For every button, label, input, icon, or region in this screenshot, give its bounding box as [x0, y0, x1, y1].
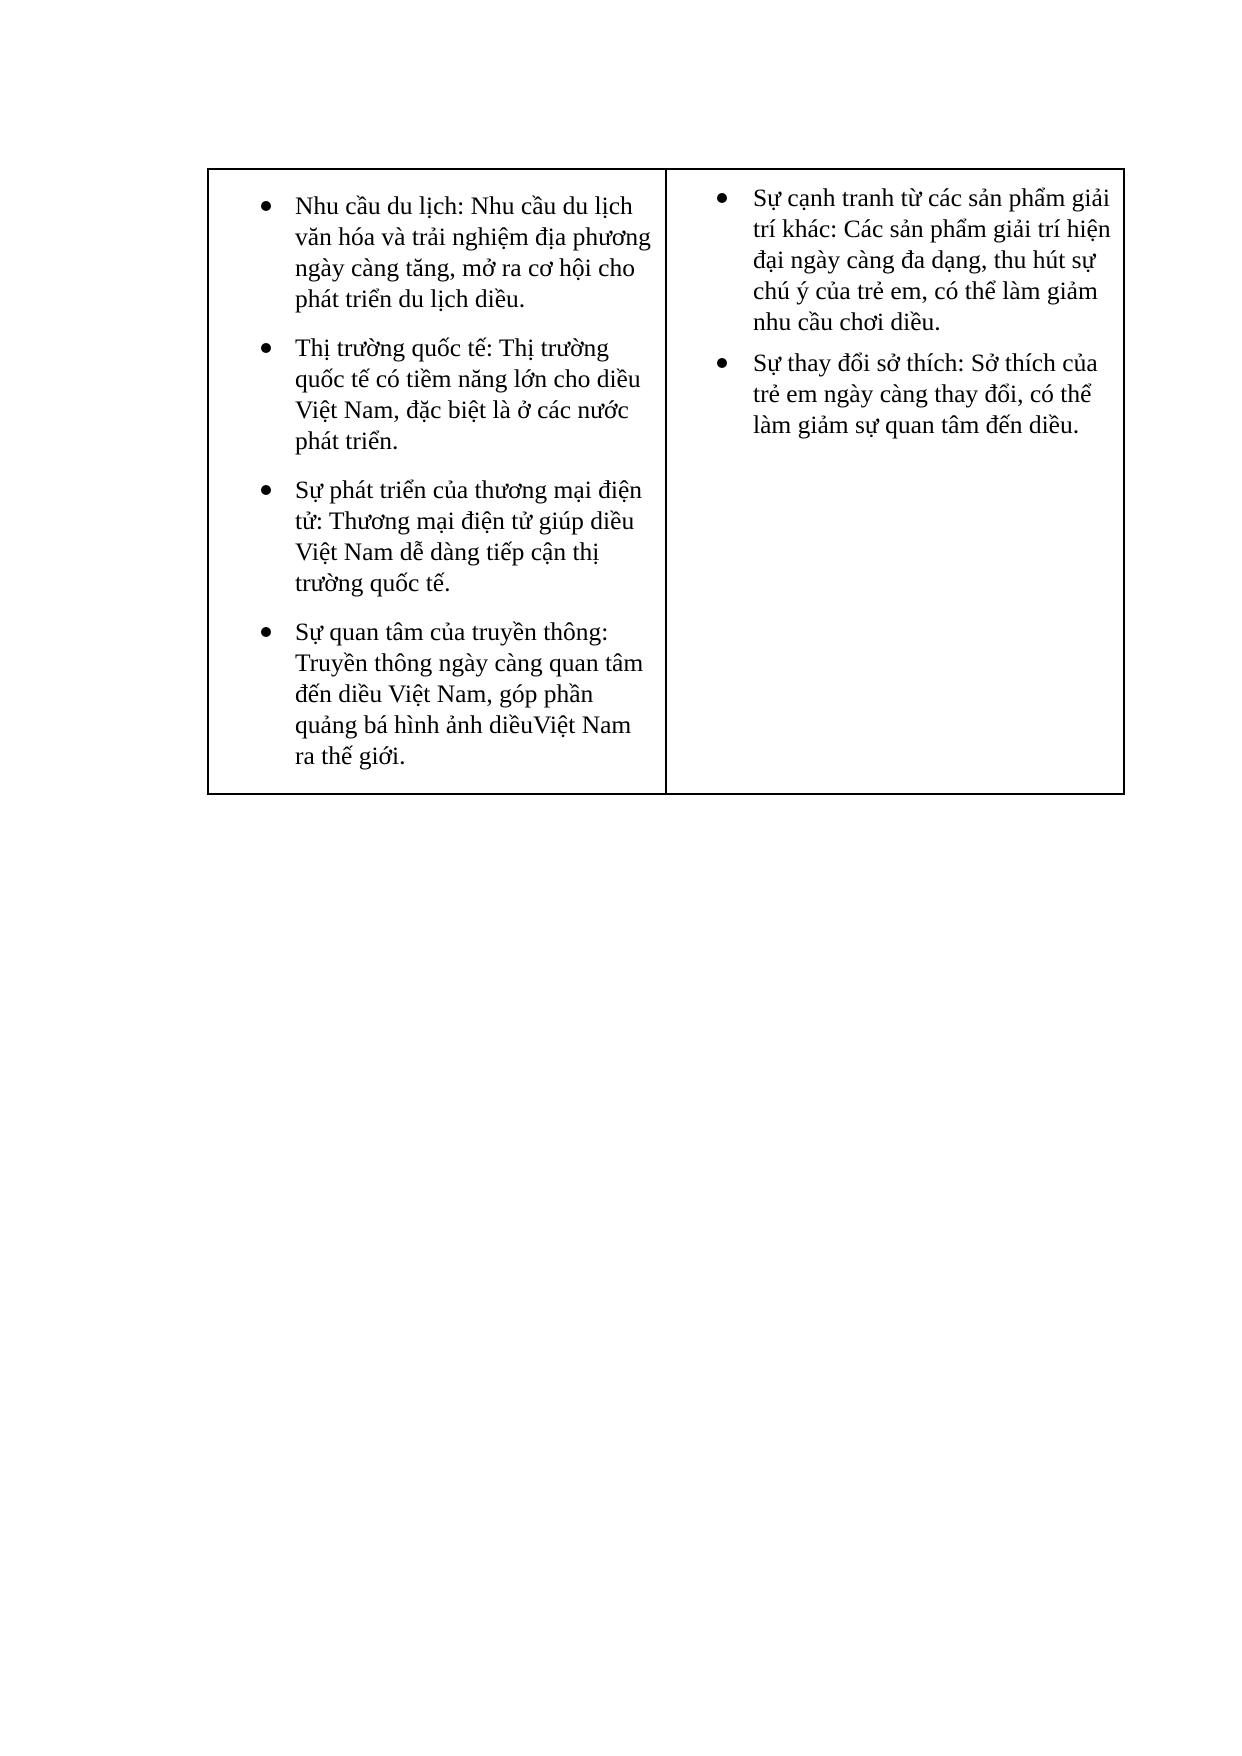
list-item — [667, 182, 1115, 337]
list-item — [209, 474, 655, 598]
list-item-text: Sự quan tâm của truyền thông: Truyền thông ngày càng quan tâm đến diều Việt Nam, góp phần quảng bá hình ảnh diềuViệt Nam ra thế giới. — [295, 617, 644, 770]
list-item-text: Sự thay đổi sở thích: Sở thích của trẻ em ngày càng thay đổi, có thể làm giảm sự quan tâm đến diều. — [753, 348, 1098, 439]
list-item-text: Thị trường quốc tế: Thị trường quốc tế có tiềm năng lớn cho diều Việt Nam, đặc biệt là ở các nước phát triển. — [295, 333, 641, 455]
list-item — [209, 332, 655, 456]
opportunities-threats-table — [207, 168, 1125, 795]
bullet-icon — [261, 485, 271, 495]
list-item — [209, 190, 655, 314]
opportunities-cell — [208, 169, 666, 794]
opportunities-list — [209, 170, 665, 793]
threats-list — [667, 170, 1123, 454]
bullet-icon — [261, 343, 271, 353]
table-row — [208, 169, 1124, 794]
threats-cell — [666, 169, 1124, 794]
bullet-icon — [261, 201, 271, 211]
bullet-icon — [717, 358, 727, 368]
bullet-icon — [261, 627, 271, 637]
list-item — [667, 347, 1115, 440]
bullet-icon — [717, 193, 727, 203]
list-item-text: Sự phát triển của thương mại điện tử: Thương mại điện tử giúp diều Việt Nam dễ dàng tiếp cận thị trường quốc tế. — [295, 475, 643, 597]
list-item-text: Sự cạnh tranh từ các sản phẩm giải trí khác: Các sản phẩm giải trí hiện đại ngày càng đa dạng, thu hút sự chú ý của trẻ em, có thể làm giảm nhu cầu chơi diều. — [753, 183, 1111, 336]
list-item-text: Nhu cầu du lịch: Nhu cầu du lịch văn hóa và trải nghiệm địa phương ngày càng tăng, mở ra cơ hội cho phát triển du lịch diều. — [295, 191, 651, 313]
list-item — [209, 616, 655, 771]
